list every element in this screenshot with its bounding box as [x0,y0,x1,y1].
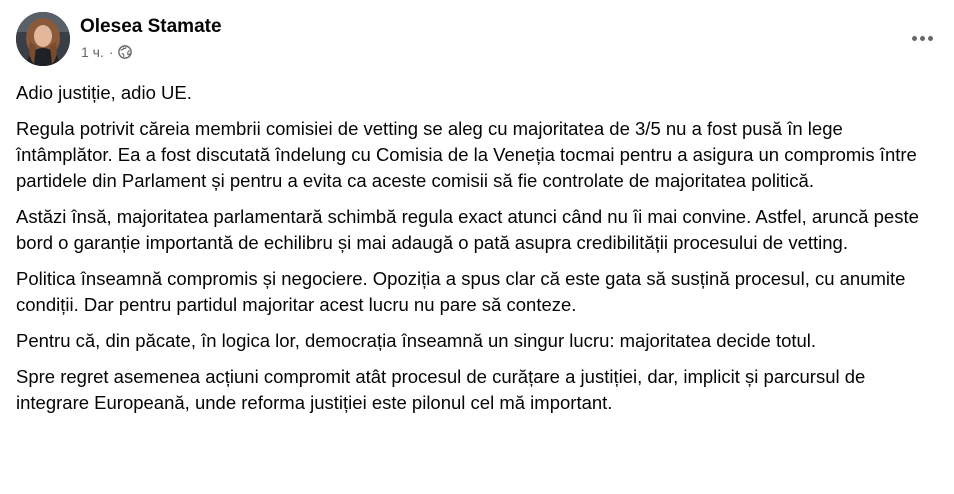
post-paragraph: Politica înseamnă compromis și negociere. Opoziția a spus clar că este gata să susțină procesul, cu anumite condiții. Dar pentru partidul majoritar acest lucru nu pare să conteze. [16,268,906,315]
post-body [16,80,941,426]
more-options-icon[interactable] [904,28,940,48]
post-paragraph: Regula potrivit căreia membrii comisiei de vetting se aleg cu majoritatea de 3/5 nu a fost pusă în lege întâmplător. Ea a fost discutată îndelung cu Comisia de la Veneția tocmai pentru a asigura un compromis între partidele din Parlament și pentru a evita ca aceste comisii să fie controlate de majoritatea politică. [16,118,917,191]
post-meta [81,43,132,61]
globe-icon[interactable] [118,45,132,59]
post-paragraph: Astăzi însă, majoritatea parlamentară schimbă regula exact atunci când nu îi mai convine. Astfel, aruncă peste bord o garanție importantă de echilibru și mai adaugă o pată asupra credibilității procesului de vetting. [16,206,919,253]
more-dot [912,36,917,41]
author-avatar[interactable] [16,12,70,66]
meta-separator: · [108,44,114,60]
author-name[interactable]: Olesea Stamate [80,16,222,37]
post-header [16,12,938,66]
post-paragraph: Adio justiție, adio UE. [16,82,192,103]
post-paragraph: Pentru că, din păcate, în logica lor, democrația înseamnă un singur lucru: majoritatea decide totul. [16,330,817,351]
more-dot [928,36,933,41]
post-timestamp[interactable]: 1 ч. [81,44,104,60]
post-paragraph: Spre regret asemenea acțiuni compromit atât procesul de curățare a justiției, dar, implicit și parcursul de integrare Europeană, unde reforma justiției este pilonul cel mă important. [16,366,866,413]
avatar-image [16,12,70,66]
more-dot [920,36,925,41]
